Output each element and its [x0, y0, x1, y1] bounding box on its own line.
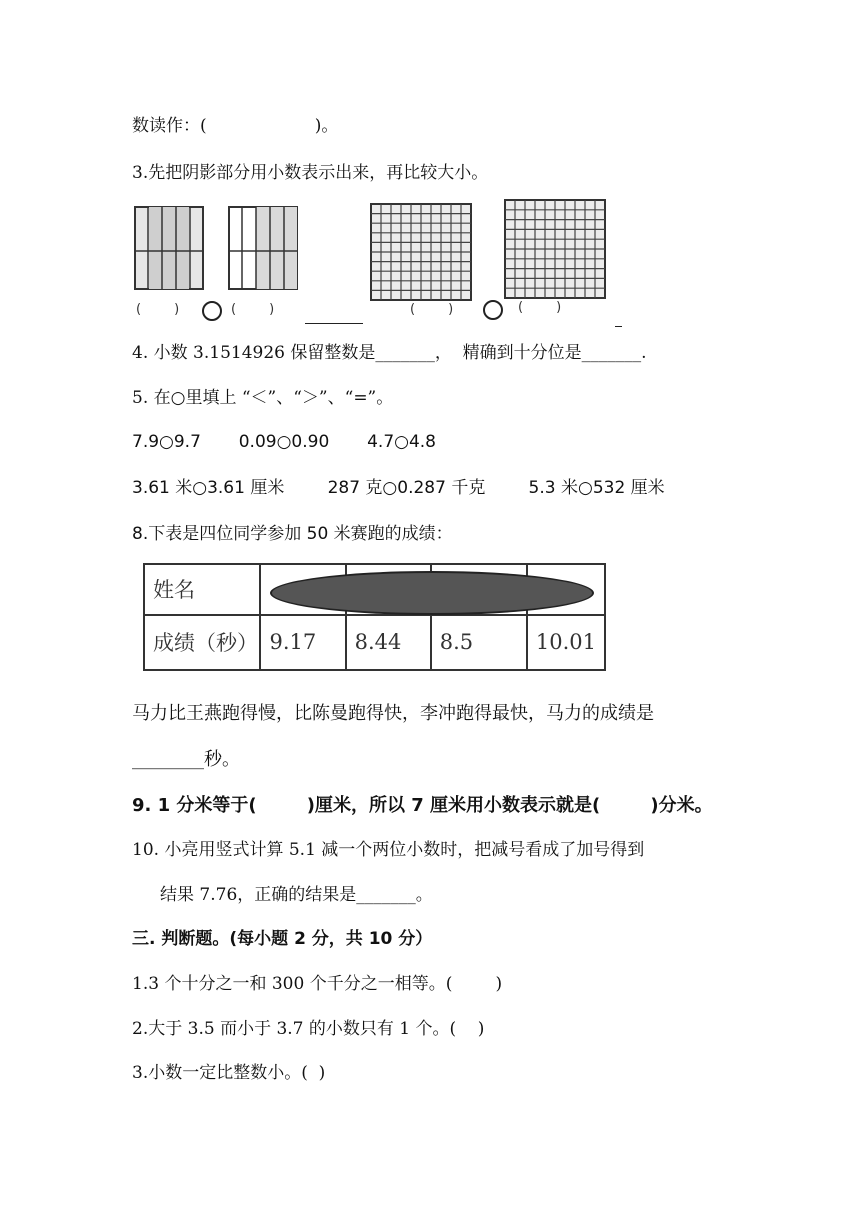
table-row-label: 成绩（秒）: [144, 615, 260, 670]
answer-blank: [305, 323, 363, 324]
table-cell: 10.01: [527, 615, 605, 670]
figure-grid-2: [504, 199, 606, 299]
hidden-names-blot: [270, 571, 594, 615]
question-4: 4. 小数 3.1514926 保留整数是_______， 精确到十分位是_______.: [132, 343, 647, 363]
question-3-title: 3.先把阴影部分用小数表示出来，再比较大小。: [132, 163, 489, 183]
figure-1-answer-paren: ( ): [136, 302, 180, 317]
figure-4-answer-paren: ( ): [518, 300, 562, 315]
figure-3-answer-paren: ( ): [410, 302, 454, 317]
question-9: 9. 1 分米等于( )厘米，所以 7 厘米用小数表示就是( )分米。: [132, 795, 713, 816]
question-8-text: 马力比王燕跑得慢，比陈曼跑得快，李冲跑得最快，马力的成绩是: [132, 703, 654, 724]
question-10-line-2: 结果 7.76，正确的结果是_______。: [160, 885, 433, 905]
table-row: [144, 615, 605, 670]
compare-row-2: 3.61 米○3.61 厘米 287 克○0.287 千克 5.3 米○532 厘米: [132, 478, 665, 498]
figure-bars-1: [134, 206, 204, 290]
table-cell: 9.17: [260, 615, 345, 670]
figure-2-answer-paren: ( ): [231, 302, 275, 317]
question-2-tail: 数读作：( )。: [132, 116, 339, 136]
question-8-answer: ________秒。: [132, 749, 240, 770]
question-8-title: 8.下表是四位同学参加 50 米赛跑的成绩：: [132, 524, 453, 544]
judge-2: 2.大于 3.5 而小于 3.7 的小数只有 1 个。( ): [132, 1019, 485, 1039]
figure-grid-1: [370, 203, 472, 301]
table-cell: 8.44: [346, 615, 431, 670]
compare-circle-2: [483, 300, 503, 320]
compare-row-1: 7.9○9.7 0.09○0.90 4.7○4.8: [132, 432, 436, 452]
table-cell: 8.5: [431, 615, 527, 670]
answer-blank-2: [615, 326, 622, 327]
question-10-line-1: 10. 小亮用竖式计算 5.1 减一个两位小数时，把减号看成了加号得到: [132, 840, 645, 860]
judge-3: 3.小数一定比整数小。( ): [132, 1063, 326, 1083]
question-5: 5. 在○里填上 “＜”、“＞”、“=”。: [132, 388, 394, 408]
judge-1: 1.3 个十分之一和 300 个千分之一相等。( ): [132, 974, 503, 994]
compare-circle-1: [202, 301, 222, 321]
section-3-title: 三. 判断题。(每小题 2 分，共 10 分）: [132, 929, 433, 949]
figure-bars-2: [228, 206, 298, 290]
table-header-name: 姓名: [144, 564, 260, 615]
